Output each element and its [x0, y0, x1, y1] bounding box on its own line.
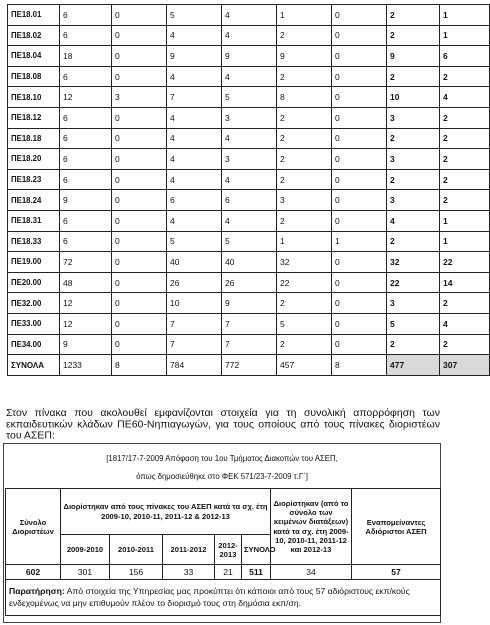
table-cell: 0 [332, 25, 387, 46]
table-cell: 7 [167, 313, 222, 334]
table-row [8, 293, 490, 314]
table-cell: 2 [440, 334, 490, 355]
table-cell: 1 [277, 231, 332, 252]
table-cell: 7 [222, 334, 277, 355]
table-cell: 0 [332, 313, 387, 334]
table-cell: 0 [112, 190, 167, 211]
table-cell: 9 [167, 46, 222, 67]
table-cell: 18 [60, 46, 112, 67]
specialty-code: ΠΕ32.00 [8, 293, 60, 314]
totals-label: ΣΥΝΟΛΑ [8, 355, 60, 376]
table-cell: 72 [60, 252, 112, 273]
table-cell: 0 [332, 210, 387, 231]
table-cell: 2 [277, 169, 332, 190]
table-cell: 6 [440, 46, 490, 67]
specialty-code: ΠΕ18.01 [8, 5, 60, 26]
header-year-2011: 2011-2012 [163, 535, 215, 565]
specialty-code: ΠΕ18.33 [8, 231, 60, 252]
specialty-code: ΠΕ18.23 [8, 169, 60, 190]
specialty-code: ΠΕ33.00 [8, 313, 60, 334]
table-cell: 2 [277, 25, 332, 46]
table-row [8, 46, 490, 67]
totals-row [8, 355, 490, 376]
table-cell: 9 [60, 334, 112, 355]
specialty-code: ΠΕ19.00 [8, 252, 60, 273]
header-remaining: Εναπομείναντες Αδιόριστοι ΑΣΕΠ [352, 489, 441, 565]
table-cell: 1 [277, 5, 332, 26]
table-row [8, 66, 490, 87]
table-cell: 2 [440, 128, 490, 149]
specialty-code: ΠΕ34.00 [8, 334, 60, 355]
table-row [8, 169, 490, 190]
table-cell: 2 [277, 334, 332, 355]
note-row [6, 580, 441, 616]
table-cell: 0 [112, 252, 167, 273]
table-cell: 0 [112, 25, 167, 46]
table-cell: 6 [60, 169, 112, 190]
specialty-code: ΠΕ18.18 [8, 128, 60, 149]
kindergarten-appointments-box [3, 443, 441, 623]
table-cell: 6 [60, 210, 112, 231]
table-row [8, 210, 490, 231]
table-cell: 457 [277, 355, 332, 376]
table-cell: 2 [440, 66, 490, 87]
table-cell: 2 [277, 66, 332, 87]
table-cell: 2 [440, 169, 490, 190]
table-cell: 6 [167, 190, 222, 211]
table-cell: 7 [167, 334, 222, 355]
note-text: Από στοιχεία της Υπηρεσίας μας προκύπτει ότι κάποιοι από τους 57 αδιόριστους εκπ/κούς ενδεχομένως να μην επιθυμούν πλέον το διορισμό τους στη δημόσια εκπ/ση. [9, 586, 410, 608]
value-remaining: 57 [352, 565, 441, 580]
table-cell: 12 [60, 87, 112, 108]
table-cell: 0 [332, 272, 387, 293]
table-row [8, 25, 490, 46]
table-cell: 6 [60, 149, 112, 170]
table-cell: 3 [112, 87, 167, 108]
table-cell: 477 [387, 355, 440, 376]
table-cell: 6 [60, 5, 112, 26]
table-cell: 4 [167, 66, 222, 87]
table-cell: 4 [387, 210, 440, 231]
table-cell: 40 [167, 252, 222, 273]
table-cell: 6 [60, 25, 112, 46]
table-cell: 2 [387, 25, 440, 46]
table-cell: 1 [440, 210, 490, 231]
table-cell: 5 [222, 87, 277, 108]
table-cell: 4 [167, 128, 222, 149]
table-cell: 2 [387, 334, 440, 355]
table-cell: 5 [167, 5, 222, 26]
table-cell: 9 [222, 46, 277, 67]
table-cell: 5 [167, 231, 222, 252]
table-cell: 3 [387, 149, 440, 170]
table-cell: 2 [387, 66, 440, 87]
table-cell: 6 [60, 107, 112, 128]
table-cell: 10 [387, 87, 440, 108]
specialty-code: ΠΕ18.02 [8, 25, 60, 46]
table-cell: 4 [167, 169, 222, 190]
table-row [8, 149, 490, 170]
table-cell: 22 [277, 272, 332, 293]
table-cell: 4 [222, 128, 277, 149]
table-cell: 4 [167, 149, 222, 170]
table-cell: 4 [440, 313, 490, 334]
table-cell: 8 [112, 355, 167, 376]
value-2009: 301 [61, 565, 110, 580]
table-cell: 48 [60, 272, 112, 293]
table-cell: 4 [222, 5, 277, 26]
table-cell: 0 [112, 128, 167, 149]
table-cell: 2 [277, 210, 332, 231]
table-cell: 26 [167, 272, 222, 293]
table-cell: 4 [222, 210, 277, 231]
table-cell: 2 [277, 149, 332, 170]
table-cell: 1233 [60, 355, 112, 376]
value-total-diorist: 602 [6, 565, 61, 580]
table-cell: 4 [167, 210, 222, 231]
table-cell: 3 [277, 190, 332, 211]
kindergarten-table [5, 488, 441, 616]
table-cell: 0 [112, 46, 167, 67]
table-row [8, 272, 490, 293]
table-cell: 0 [332, 66, 387, 87]
table-cell: 3 [222, 107, 277, 128]
table-cell: 7 [167, 87, 222, 108]
table-cell: 0 [332, 252, 387, 273]
table-cell: 0 [332, 107, 387, 128]
table-cell: 3 [387, 190, 440, 211]
header-from-total: Διορίστηκαν (από το σύνολο των κειμένων διατάξεων) κατά τα σχ. έτη 2009-10, 2010-11, 2011-12 και 2012-13 [271, 489, 352, 565]
specialty-code: ΠΕ18.10 [8, 87, 60, 108]
table-cell: 10 [167, 293, 222, 314]
table-cell: 2 [440, 107, 490, 128]
table-cell: 1 [440, 25, 490, 46]
table-cell: 0 [332, 46, 387, 67]
value-from-total: 34 [271, 565, 352, 580]
table-row [8, 252, 490, 273]
table-row [8, 5, 490, 26]
header-synolo: ΣΥΝΟΛΟ [242, 535, 271, 565]
table-cell: 40 [222, 252, 277, 273]
table-cell: 307 [440, 355, 490, 376]
header-year-2010: 2010-2011 [110, 535, 163, 565]
value-2012: 21 [215, 565, 242, 580]
table-cell: 6 [222, 190, 277, 211]
table-cell: 32 [387, 252, 440, 273]
table-cell: 1 [440, 5, 490, 26]
table-cell: 26 [222, 272, 277, 293]
table-cell: 12 [60, 293, 112, 314]
table-cell: 2 [440, 149, 490, 170]
table-row [8, 107, 490, 128]
table-cell: 772 [222, 355, 277, 376]
table-cell: 0 [112, 107, 167, 128]
table-cell: 2 [277, 128, 332, 149]
table-row [8, 87, 490, 108]
table-cell: 4 [440, 87, 490, 108]
table-cell: 4 [222, 25, 277, 46]
table-row [8, 334, 490, 355]
table-cell: 3 [387, 107, 440, 128]
table-row [8, 313, 490, 334]
table-cell: 9 [222, 293, 277, 314]
table-cell: 0 [112, 169, 167, 190]
table-cell: 32 [277, 252, 332, 273]
table-cell: 5 [387, 313, 440, 334]
table-cell: 4 [167, 107, 222, 128]
table-cell: 0 [332, 128, 387, 149]
table-cell: 22 [387, 272, 440, 293]
table-cell: 1 [332, 231, 387, 252]
table-cell: 3 [222, 149, 277, 170]
table-cell: 8 [277, 87, 332, 108]
table-cell: 2 [387, 128, 440, 149]
specialty-code: ΠΕ18.04 [8, 46, 60, 67]
table-cell: 0 [112, 231, 167, 252]
appointments-table [7, 4, 490, 376]
table-cell: 14 [440, 272, 490, 293]
table-cell: 6 [60, 128, 112, 149]
table-cell: 4 [167, 25, 222, 46]
table-cell: 0 [112, 334, 167, 355]
table-cell: 5 [277, 313, 332, 334]
table-cell: 0 [112, 5, 167, 26]
table-cell: 2 [277, 293, 332, 314]
table-cell: 2 [440, 190, 490, 211]
table-cell: 6 [60, 66, 112, 87]
table-cell: 0 [112, 66, 167, 87]
value-2011: 33 [163, 565, 215, 580]
appointments-table-body [8, 5, 490, 376]
table-cell: 0 [332, 87, 387, 108]
table-cell: 0 [332, 334, 387, 355]
table-cell: 6 [60, 231, 112, 252]
header-total-diorist: Σύνολο Διοριστέων [6, 489, 61, 565]
table-row [8, 190, 490, 211]
table-row [8, 231, 490, 252]
table-cell: 0 [112, 149, 167, 170]
table-row [8, 128, 490, 149]
note-label: Παρατήρηση: [9, 586, 65, 596]
value-2010: 156 [110, 565, 163, 580]
specialty-code: ΠΕ18.08 [8, 66, 60, 87]
table-cell: 0 [112, 313, 167, 334]
table-cell: 2 [387, 169, 440, 190]
specialty-code: ΠΕ20.00 [8, 272, 60, 293]
table-cell: 4 [222, 66, 277, 87]
header-year-2012: 2012-2013 [215, 535, 242, 565]
table-cell: 5 [222, 231, 277, 252]
specialty-code: ΠΕ18.12 [8, 107, 60, 128]
table-cell: 22 [440, 252, 490, 273]
table-cell: 0 [332, 190, 387, 211]
table-cell: 4 [222, 169, 277, 190]
table-cell: 3 [387, 293, 440, 314]
table-cell: 8 [332, 355, 387, 376]
specialty-code: ΠΕ18.24 [8, 190, 60, 211]
table-cell: 0 [112, 210, 167, 231]
decision-reference: [1817/17-7-2009 Απόφαση του 1ου Τμήματος Διακοπών του ΑΣΕΠ, [106, 454, 338, 463]
table-cell: 784 [167, 355, 222, 376]
table-cell: 9 [387, 46, 440, 67]
table-cell: 0 [332, 169, 387, 190]
table-cell: 7 [222, 313, 277, 334]
table-cell: 9 [60, 190, 112, 211]
table-cell: 0 [112, 272, 167, 293]
table-cell: 2 [277, 107, 332, 128]
table-cell: 0 [112, 293, 167, 314]
table-cell: 0 [332, 149, 387, 170]
gazette-reference: όπως δημοσιεύθηκε στο ΦΕΚ 571/23-7-2009 τ.Γ΄] [136, 472, 308, 481]
table-cell: 2 [440, 293, 490, 314]
table-cell: 0 [332, 5, 387, 26]
specialty-code: ΠΕ18.20 [8, 149, 60, 170]
table-cell: 1 [440, 231, 490, 252]
table-cell: 12 [60, 313, 112, 334]
header-year-2009: 2009-2010 [61, 535, 110, 565]
table-cell: 2 [387, 5, 440, 26]
specialty-code: ΠΕ18.31 [8, 210, 60, 231]
intro-paragraph: Στον πίνακα που ακολουθεί εμφανίζονται στοιχεία για τη συνολική απορρόφηση των εκπαιδευτικών κλάδων ΠΕ60-Νηπιαγωγών, για τους οποίους από τους πίνακες διοριστέων του ΑΣΕΠ: [6, 407, 440, 442]
table-cell: 9 [277, 46, 332, 67]
header-appointed-group: Διορίστηκαν από τους πίνακες του ΑΣΕΠ κατά τα σχ. έτη 2009-10, 2010-11, 2011-12 & 2012-13 [61, 489, 271, 535]
table-cell: 0 [332, 293, 387, 314]
table-cell: 2 [387, 231, 440, 252]
value-synolo: 511 [242, 565, 271, 580]
